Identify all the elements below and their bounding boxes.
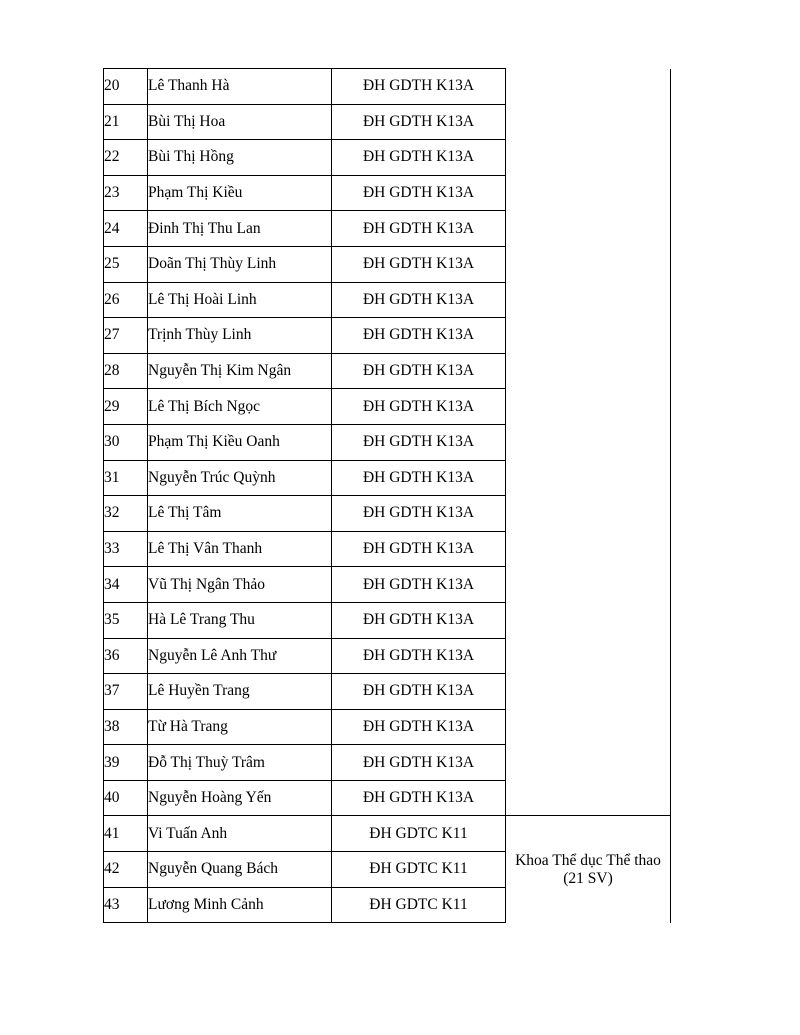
class-code: ĐH GDTH K13A xyxy=(332,282,506,318)
unit-cell-empty xyxy=(506,69,671,105)
row-number: 35 xyxy=(104,602,148,638)
table-row xyxy=(104,638,671,674)
faculty-unit-cell xyxy=(506,816,671,923)
row-number: 40 xyxy=(104,780,148,816)
class-code: ĐH GDTC K11 xyxy=(332,816,506,852)
unit-cell-empty xyxy=(506,389,671,425)
table-row xyxy=(104,318,671,354)
table-row xyxy=(104,709,671,745)
student-name: Bùi Thị Hoa xyxy=(148,104,332,140)
unit-cell-empty xyxy=(506,353,671,389)
row-number: 34 xyxy=(104,567,148,603)
row-number: 28 xyxy=(104,353,148,389)
faculty-student-count: (21 SV) xyxy=(563,869,613,887)
student-name: Lê Thị Vân Thanh xyxy=(148,531,332,567)
row-number: 42 xyxy=(104,852,148,888)
table-row xyxy=(104,816,671,852)
table-row xyxy=(104,567,671,603)
row-number: 25 xyxy=(104,246,148,282)
student-name: Từ Hà Trang xyxy=(148,709,332,745)
student-name: Lê Huyền Trang xyxy=(148,674,332,710)
class-code: ĐH GDTH K13A xyxy=(332,531,506,567)
table-row xyxy=(104,246,671,282)
unit-cell-empty xyxy=(506,318,671,354)
class-code: ĐH GDTH K13A xyxy=(332,709,506,745)
table-row xyxy=(104,104,671,140)
student-name: Lê Thị Bích Ngọc xyxy=(148,389,332,425)
row-number: 39 xyxy=(104,745,148,781)
class-code: ĐH GDTH K13A xyxy=(332,460,506,496)
student-name: Nguyễn Trúc Quỳnh xyxy=(148,460,332,496)
student-name: Hà Lê Trang Thu xyxy=(148,602,332,638)
student-name: Lê Thị Tâm xyxy=(148,496,332,532)
row-number: 38 xyxy=(104,709,148,745)
table-row xyxy=(104,780,671,816)
table-row xyxy=(104,745,671,781)
unit-cell-empty xyxy=(506,567,671,603)
class-code: ĐH GDTH K13A xyxy=(332,424,506,460)
unit-cell-empty xyxy=(506,246,671,282)
student-name: Phạm Thị Kiều Oanh xyxy=(148,424,332,460)
unit-cell-empty xyxy=(506,282,671,318)
row-number: 22 xyxy=(104,140,148,176)
class-code: ĐH GDTH K13A xyxy=(332,674,506,710)
unit-cell-empty xyxy=(506,602,671,638)
roster-body xyxy=(104,69,671,923)
row-number: 43 xyxy=(104,887,148,923)
table-row xyxy=(104,424,671,460)
student-name: Nguyễn Quang Bách xyxy=(148,852,332,888)
class-code: ĐH GDTH K13A xyxy=(332,104,506,140)
class-code: ĐH GDTH K13A xyxy=(332,353,506,389)
student-name: Đỗ Thị Thuỳ Trâm xyxy=(148,745,332,781)
student-name: Bùi Thị Hồng xyxy=(148,140,332,176)
class-code: ĐH GDTH K13A xyxy=(332,69,506,105)
row-number: 21 xyxy=(104,104,148,140)
unit-cell-empty xyxy=(506,460,671,496)
unit-cell-empty xyxy=(506,424,671,460)
faculty-name: Khoa Thể dục Thể thao xyxy=(515,851,661,869)
student-name: Nguyễn Hoàng Yến xyxy=(148,780,332,816)
student-name: Lê Thanh Hà xyxy=(148,69,332,105)
class-code: ĐH GDTH K13A xyxy=(332,496,506,532)
unit-cell-empty xyxy=(506,674,671,710)
table-row xyxy=(104,460,671,496)
class-code: ĐH GDTH K13A xyxy=(332,780,506,816)
row-number: 37 xyxy=(104,674,148,710)
student-name: Lương Minh Cảnh xyxy=(148,887,332,923)
unit-cell-empty xyxy=(506,531,671,567)
roster-page xyxy=(103,68,670,923)
row-number: 24 xyxy=(104,211,148,247)
row-number: 23 xyxy=(104,175,148,211)
student-name: Trịnh Thùy Linh xyxy=(148,318,332,354)
table-row xyxy=(104,353,671,389)
student-name: Nguyễn Thị Kim Ngân xyxy=(148,353,332,389)
row-number: 20 xyxy=(104,69,148,105)
student-name: Vũ Thị Ngân Thảo xyxy=(148,567,332,603)
row-number: 26 xyxy=(104,282,148,318)
table-row xyxy=(104,282,671,318)
unit-cell-empty xyxy=(506,638,671,674)
table-row xyxy=(104,531,671,567)
row-number: 36 xyxy=(104,638,148,674)
class-code: ĐH GDTH K13A xyxy=(332,318,506,354)
table-row xyxy=(104,69,671,105)
table-row xyxy=(104,175,671,211)
unit-cell-empty xyxy=(506,104,671,140)
class-code: ĐH GDTH K13A xyxy=(332,246,506,282)
student-name: Doãn Thị Thùy Linh xyxy=(148,246,332,282)
class-code: ĐH GDTH K13A xyxy=(332,745,506,781)
student-name: Lê Thị Hoài Linh xyxy=(148,282,332,318)
class-code: ĐH GDTH K13A xyxy=(332,140,506,176)
class-code: ĐH GDTH K13A xyxy=(332,567,506,603)
class-code: ĐH GDTH K13A xyxy=(332,175,506,211)
unit-cell-empty xyxy=(506,709,671,745)
table-row xyxy=(104,602,671,638)
row-number: 33 xyxy=(104,531,148,567)
student-name: Đinh Thị Thu Lan xyxy=(148,211,332,247)
row-number: 30 xyxy=(104,424,148,460)
class-code: ĐH GDTC K11 xyxy=(332,852,506,888)
class-code: ĐH GDTH K13A xyxy=(332,638,506,674)
table-row xyxy=(104,674,671,710)
unit-cell-empty xyxy=(506,211,671,247)
unit-cell-empty xyxy=(506,175,671,211)
class-code: ĐH GDTH K13A xyxy=(332,602,506,638)
student-roster-table xyxy=(103,68,671,923)
row-number: 31 xyxy=(104,460,148,496)
unit-cell-empty xyxy=(506,496,671,532)
table-row xyxy=(104,496,671,532)
row-number: 32 xyxy=(104,496,148,532)
row-number: 27 xyxy=(104,318,148,354)
student-name: Nguyễn Lê Anh Thư xyxy=(148,638,332,674)
student-name: Phạm Thị Kiều xyxy=(148,175,332,211)
unit-cell-empty xyxy=(506,140,671,176)
class-code: ĐH GDTH K13A xyxy=(332,211,506,247)
row-number: 29 xyxy=(104,389,148,425)
table-row xyxy=(104,140,671,176)
unit-cell-empty xyxy=(506,780,671,816)
class-code: ĐH GDTH K13A xyxy=(332,389,506,425)
class-code: ĐH GDTC K11 xyxy=(332,887,506,923)
row-number: 41 xyxy=(104,816,148,852)
table-row xyxy=(104,389,671,425)
table-row xyxy=(104,211,671,247)
unit-cell-empty xyxy=(506,745,671,781)
student-name: Vi Tuấn Anh xyxy=(148,816,332,852)
